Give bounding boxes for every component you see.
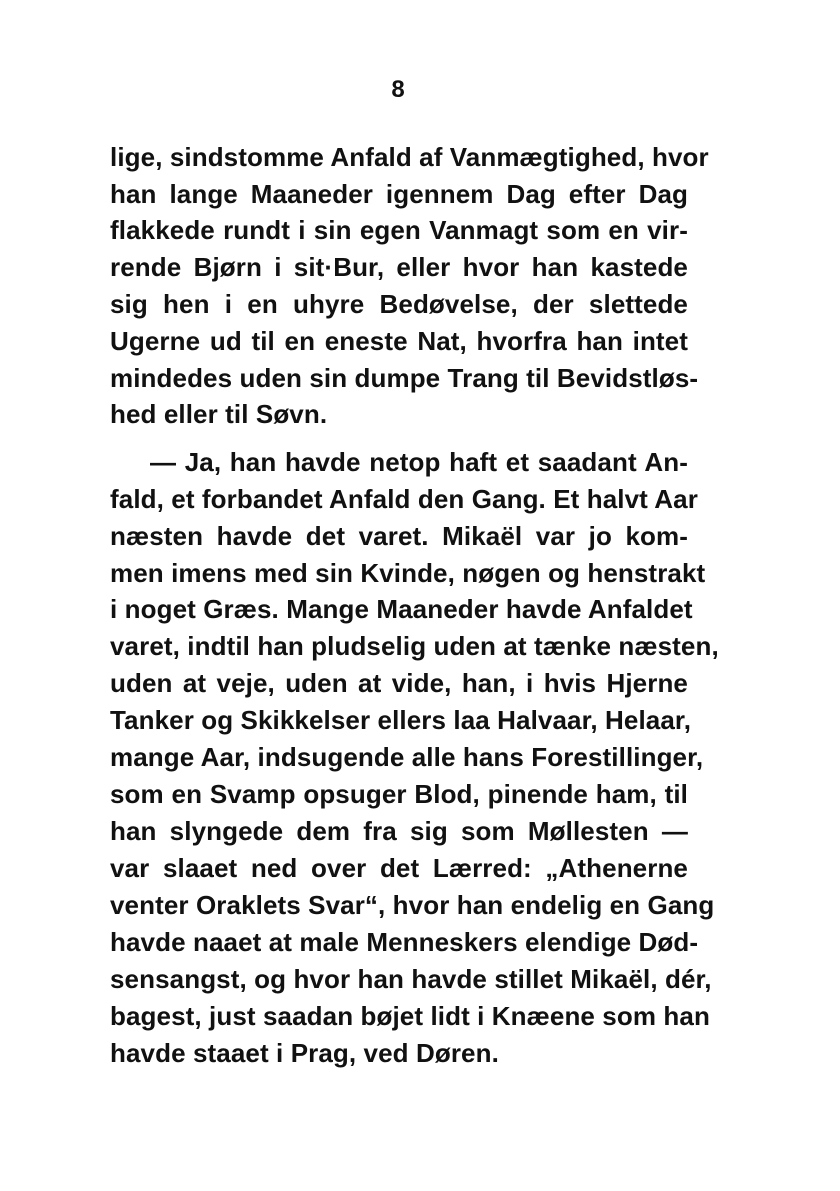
text-line: han lange Maaneder igennem Dag efter Dag (110, 179, 688, 209)
text-line: uden at veje, uden at vide, han, i hvis Hjerne (110, 668, 688, 698)
text-line: havde staaet i Prag, ved Døren. (110, 1038, 499, 1068)
text-line: lige, sindstomme Anfald af Vanmægtighed, hvor (110, 142, 709, 172)
text-line: men imens med sin Kvinde, nøgen og henstrakt (110, 558, 706, 588)
text-line: flakkede rundt i sin egen Vanmagt som en vir- (110, 215, 688, 245)
text-line: — Ja, han havde netop haft et saadant An- (150, 447, 688, 477)
text-line: fald, et forbandet Anfald den Gang. Et halvt Aar (110, 484, 698, 514)
text-line: næsten havde det varet. Mikaël var jo kom- (110, 521, 688, 551)
text-line: i noget Græs. Mange Maaneder havde Anfaldet (110, 594, 693, 624)
text-line: havde naaet at male Menneskers elendige Død- (110, 927, 699, 957)
text-line: bagest, just saadan bøjet lidt i Knæene som han (110, 1001, 710, 1031)
text-line: hed eller til Søvn. (110, 399, 328, 429)
text-line: varet, indtil han pludselig uden at tænke næsten, (110, 631, 719, 661)
text-line: Ugerne ud til en eneste Nat, hvorfra han intet (110, 326, 688, 356)
text-line: var slaaet ned over det Lærred: „Athenerne (110, 853, 688, 883)
text-line: mindedes uden sin dumpe Trang til Bevidstløs- (110, 363, 699, 393)
text-line: sensangst, og hvor han havde stillet Mikaël, dér, (110, 964, 712, 994)
text-line: Tanker og Skikkelser ellers laa Halvaar, Helaar, (110, 705, 692, 735)
text-line: rende Bjørn i sit·Bur, eller hvor han kastede (110, 252, 688, 282)
text-line: venter Oraklets Svar“, hvor han endelig en Gang (110, 890, 715, 920)
text-line: han slyngede dem fra sig som Møllesten — (110, 816, 688, 846)
text-line: mange Aar, indsugende alle hans Forestillinger, (110, 742, 704, 772)
text-line: sig hen i en uhyre Bedøvelse, der slettede (110, 289, 688, 319)
page-number: 8 (391, 76, 405, 103)
text-line: som en Svamp opsuger Blod, pinende ham, til (110, 779, 688, 809)
